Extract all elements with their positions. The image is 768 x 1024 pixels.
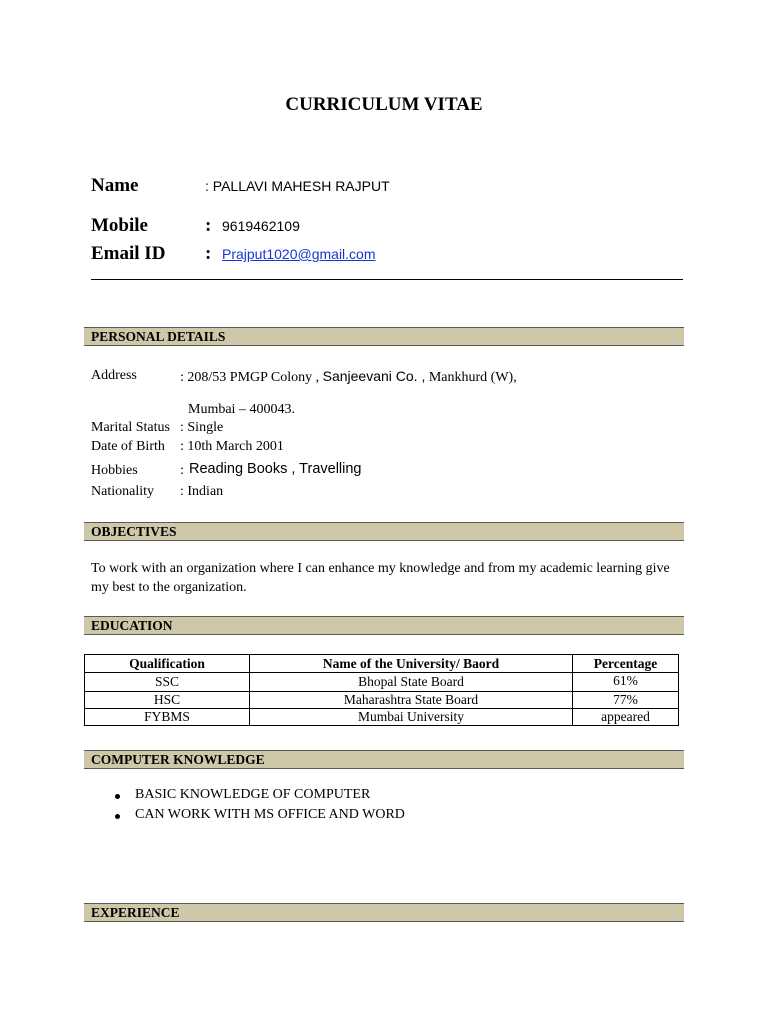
address-label: Address (91, 368, 137, 383)
hobbies-colon: : (180, 463, 184, 478)
education-table (84, 654, 679, 726)
column-header: Name of the University/ Baord (250, 655, 573, 673)
mobile-colon: : (205, 215, 212, 236)
hobbies-value: Reading Books , Travelling (189, 461, 362, 477)
list-item: BASIC KNOWLEDGE OF COMPUTER (135, 787, 371, 802)
name-label: Name (91, 175, 139, 196)
section-computer-knowledge (84, 750, 684, 769)
table-cell: HSC (85, 692, 250, 709)
table-cell: 61% (573, 673, 679, 692)
name-value: : PALLAVI MAHESH RAJPUT (205, 178, 390, 194)
bullet-icon (115, 814, 120, 819)
page-title: CURRICULUM VITAE (285, 94, 483, 115)
section-heading: COMPUTER KNOWLEDGE (91, 752, 265, 767)
section-objectives (84, 522, 684, 541)
table-cell: 77% (573, 692, 679, 709)
table-row (85, 709, 679, 726)
bullet-icon (115, 794, 120, 799)
email-label: Email ID (91, 243, 166, 264)
table-cell: Maharashtra State Board (250, 692, 573, 709)
address-part-2: Sanjeevani Co. , (322, 368, 426, 384)
hobbies-label: Hobbies (91, 463, 138, 478)
nationality-label: Nationality (91, 484, 154, 499)
column-header: Qualification (85, 655, 250, 673)
dob-label: Date of Birth (91, 439, 165, 454)
address-part-1: : 208/53 PMGP Colony , (180, 370, 320, 385)
section-education (84, 616, 684, 635)
dob-value: : 10th March 2001 (180, 439, 284, 454)
objective-line-2: my best to the organization. (91, 580, 247, 595)
table-cell: Mumbai University (250, 709, 573, 726)
section-heading: EXPERIENCE (91, 905, 180, 920)
table-cell: Bhopal State Board (250, 673, 573, 692)
marital-status-value: : Single (180, 420, 224, 435)
email-link[interactable]: Prajput1020@gmail.com (222, 246, 376, 262)
table-cell: FYBMS (85, 709, 250, 726)
section-heading: PERSONAL DETAILS (91, 329, 226, 344)
section-experience (84, 903, 684, 922)
address-line-2: Mumbai – 400043. (188, 402, 295, 417)
address-line-1 (180, 368, 517, 386)
marital-status-label: Marital Status (91, 420, 170, 435)
table-cell: appeared (573, 709, 679, 726)
address-part-3: Mankhurd (W), (428, 370, 517, 385)
section-heading: EDUCATION (91, 618, 173, 633)
mobile-value: 9619462109 (222, 218, 300, 234)
table-row (85, 673, 679, 692)
table-cell: SSC (85, 673, 250, 692)
list-item: CAN WORK WITH MS OFFICE AND WORD (135, 807, 405, 822)
header-divider (91, 279, 683, 280)
nationality-value: : Indian (180, 484, 224, 499)
table-header-row (85, 655, 679, 673)
table-row (85, 692, 679, 709)
objective-line-1: To work with an organization where I can enhance my knowledge and from my academic learning give (91, 561, 670, 576)
mobile-label: Mobile (91, 215, 148, 236)
section-personal-details (84, 327, 684, 346)
email-colon: : (205, 243, 212, 264)
column-header: Percentage (573, 655, 679, 673)
section-heading: OBJECTIVES (91, 524, 177, 539)
